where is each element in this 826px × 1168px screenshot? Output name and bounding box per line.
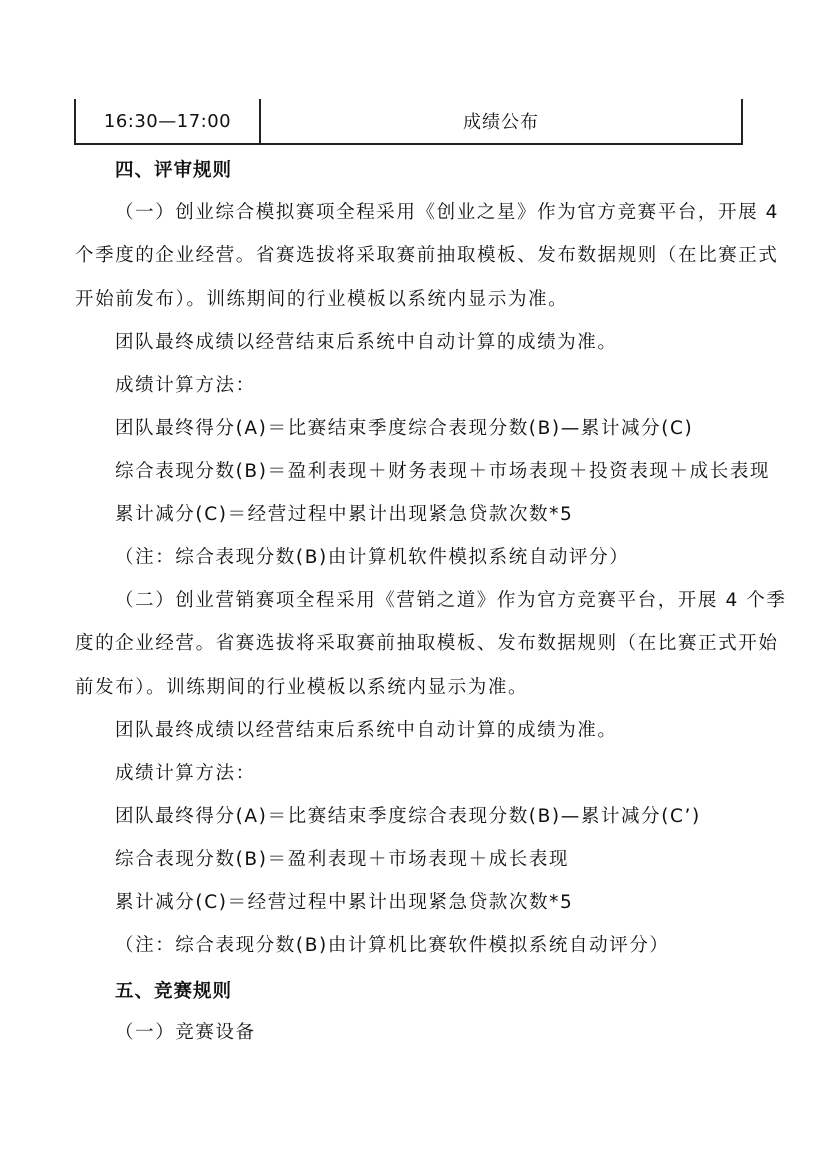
schedule-table-row — [74, 99, 743, 145]
part2-formula-a: 团队最终得分(A)＝比赛结束季度综合表现分数(B)—累计减分(C’) — [115, 806, 701, 827]
schedule-event-cell: 成绩公布 — [463, 112, 539, 133]
part1-intro-line2: 个季度的企业经营。省赛选拔将采取赛前抽取模板、发布数据规则（在比赛正式 — [75, 245, 779, 266]
part1-intro-line3: 开始前发布）。训练期间的行业模板以系统内显示为准。 — [75, 289, 569, 310]
part2-note: （注：综合表现分数(B)由计算机比赛软件模拟系统自动评分） — [115, 935, 670, 956]
part2-intro-line3: 前发布）。训练期间的行业模板以系统内显示为准。 — [75, 677, 529, 698]
part2-formula-b: 综合表现分数(B)＝盈利表现＋市场表现＋成长表现 — [115, 849, 570, 870]
part1-final-score: 团队最终成绩以经营结束后系统中自动计算的成绩为准。 — [115, 332, 618, 353]
part2-method-label: 成绩计算方法： — [115, 763, 256, 784]
schedule-time-cell: 16:30—17:00 — [76, 99, 261, 143]
part1-formula-c: 累计减分(C)＝经营过程中累计出现紧急贷款次数*5 — [115, 504, 574, 525]
part2-formula-c: 累计减分(C)＝经营过程中累计出现紧急贷款次数*5 — [115, 892, 574, 913]
section4-heading: 四、评审规则 — [115, 160, 233, 181]
part2-final-score: 团队最终成绩以经营结束后系统中自动计算的成绩为准。 — [115, 720, 618, 741]
section5-sub1: （一）竞赛设备 — [115, 1022, 256, 1043]
part1-note: （注：综合表现分数(B)由计算机软件模拟系统自动评分） — [115, 547, 630, 568]
part2-intro-line1: （二）创业营销赛项全程采用《营销之道》作为官方竞赛平台，开展 4 个季 — [115, 590, 787, 611]
part2-intro-line2: 度的企业经营。省赛选拔将采取赛前抽取模板、发布数据规则（在比赛正式开始 — [75, 633, 779, 654]
part1-formula-b: 综合表现分数(B)＝盈利表现＋财务表现＋市场表现＋投资表现＋成长表现 — [115, 461, 771, 482]
part1-intro-line1: （一）创业综合模拟赛项全程采用《创业之星》作为官方竞赛平台，开展 4 — [115, 202, 780, 223]
section5-heading: 五、竞赛规则 — [115, 981, 233, 1002]
part1-method-label: 成绩计算方法： — [115, 375, 256, 396]
part1-formula-a: 团队最终得分(A)＝比赛结束季度综合表现分数(B)—累计减分(C) — [115, 418, 694, 439]
